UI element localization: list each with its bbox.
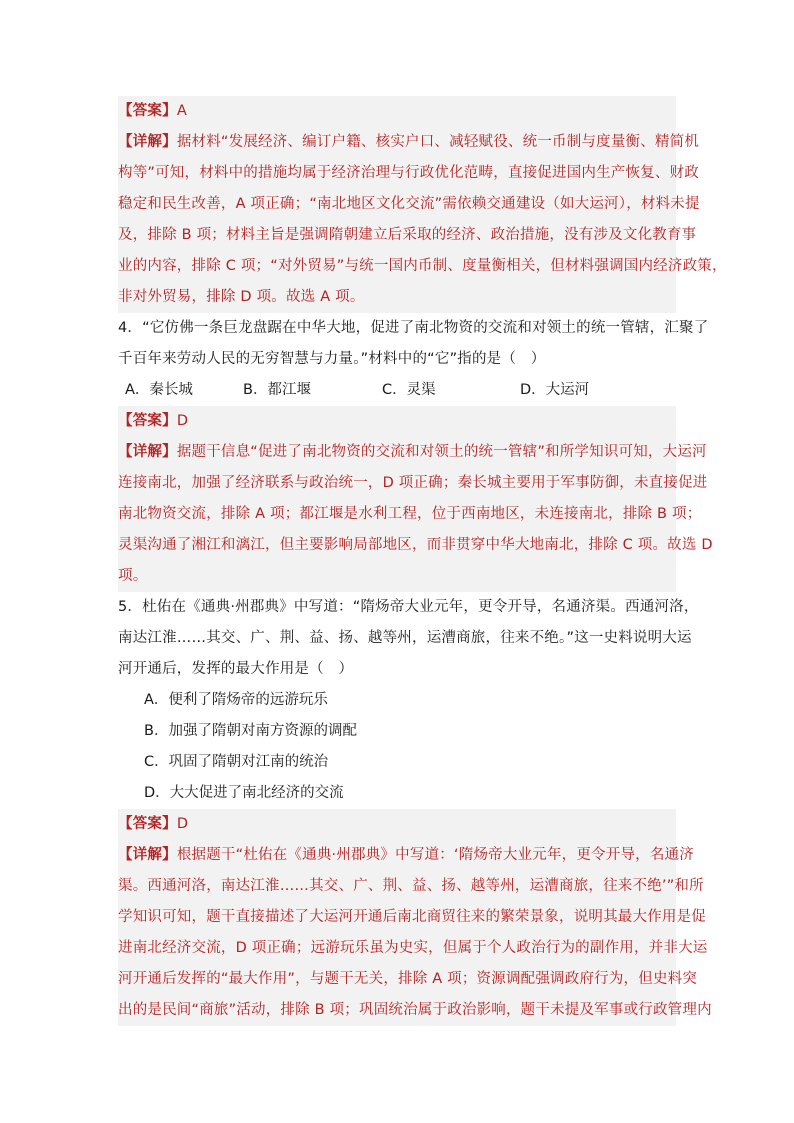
question-line: 河开通后，发挥的最大作用是（ ） <box>118 661 354 677</box>
document-page <box>118 96 727 1026</box>
detail-line: 南北物资交流，排除 A 项；都江堰是水利工程，位于西南地区，未连接南北，排除 B 项； <box>118 506 702 522</box>
answer-block-q4 <box>118 406 713 592</box>
detail-line: 灵渠沟通了湘江和漓江，但主要影响局部地区，而非贯穿中华大地南北，排除 C 项。故选 D <box>118 537 713 553</box>
answer-tag: 【答案】 <box>118 816 177 832</box>
question-line: 南达江淮……其交、广、荆、益、扬、越等州，运漕商旅，往来不绝。”这一史料说明大运 <box>118 630 692 646</box>
detail-line: 进南北经济交流，D 项正确；远游玩乐虽为史实，但属于个人政治行为的副作用，并非大运 <box>118 940 708 956</box>
detail-line <box>118 840 694 871</box>
detail-tag: 【详解】 <box>118 134 177 150</box>
option-b: B．加强了隋朝对南方资源的调配 <box>144 723 357 739</box>
detail-line: 出的是民间“商旅”活动，排除 B 项；巩固统治属于政治影响，题干未提及军事或行政管理内 <box>118 1002 712 1018</box>
detail-text: 据材料“发展经济、编订户籍、核实户口、减轻赋役、统一币制与度量衡、精简机 <box>176 134 700 150</box>
question-line: 5．杜佑在《通典·州郡典》中写道：“隋炀帝大业元年，更令开导，名通济渠。西通河洛， <box>118 599 699 615</box>
option-d: D．大运河 <box>520 382 590 398</box>
detail-line: 稳定和民生改善，A 项正确；“南北地区文化交流”需依赖交通建设（如大运河），材料未提 <box>118 196 700 212</box>
detail-line <box>118 127 700 158</box>
detail-line <box>118 437 707 468</box>
detail-line: 连接南北，加强了经济联系与政治统一，D 项正确；秦长城主要用于军事防御，未直接促进 <box>118 475 708 491</box>
option-a: A．便利了隋炀帝的远游玩乐 <box>144 692 328 708</box>
option-a: A．秦长城 <box>125 382 193 398</box>
question-line: 4．“它仿佛一条巨龙盘踞在中华大地，促进了南北物资的交流和对领土的统一管辖，汇聚了 <box>118 320 709 336</box>
detail-line: 渠。西通河洛，南达江淮……其交、广、荆、益、扬、越等州，运漕商旅，往来不绝’”和所 <box>118 878 704 894</box>
detail-tag: 【详解】 <box>118 847 177 863</box>
detail-line: 及，排除 B 项；材料主旨是强调隋朝建立后采取的经济、政治措施，没有涉及文化教育事 <box>118 227 697 243</box>
detail-line: 项。 <box>118 568 148 584</box>
option-c: C．灵渠 <box>382 382 436 398</box>
answer-line <box>118 96 676 127</box>
detail-line: 构等”可知，材料中的措施均属于经济治理与行政优化范畴，直接促进国内生产恢复、财政 <box>118 165 700 181</box>
answer-tag: 【答案】 <box>118 413 177 429</box>
detail-text: 据题干信息“促进了南北物资的交流和对领土的统一管辖”和所学知识可知，大运河 <box>176 444 707 460</box>
answer-block-q3 <box>118 96 727 313</box>
answer-value: A <box>176 103 187 119</box>
answer-line <box>118 809 676 840</box>
options-row <box>118 375 676 406</box>
answer-tag: 【答案】 <box>118 103 177 119</box>
question-5 <box>118 592 699 809</box>
detail-line: 河开通后发挥的“最大作用”，与题干无关，排除 A 项；资源调配强调政府行为，但史料突 <box>118 971 698 987</box>
detail-tag: 【详解】 <box>118 444 177 460</box>
option-d: D．大大促进了南北经济的交流 <box>144 785 344 801</box>
option-b: B．都江堰 <box>243 382 311 398</box>
answer-block-q5 <box>118 809 712 1026</box>
answer-line <box>118 406 676 437</box>
detail-line: 业的内容，排除 C 项；“对外贸易”与统一国内币制、度量衡相关，但材料强调国内经济政策， <box>118 258 727 274</box>
answer-value: D <box>176 413 189 429</box>
question-line: 千百年来劳动人民的无穷智慧与力量。”材料中的“它”指的是（ ） <box>118 351 546 367</box>
answer-value: D <box>176 816 189 832</box>
question-4 <box>118 313 709 406</box>
detail-line: 非对外贸易，排除 D 项。故选 A 项。 <box>118 289 365 305</box>
option-c: C．巩固了隋朝对江南的统治 <box>144 754 329 770</box>
detail-text: 根据题干“杜佑在《通典·州郡典》中写道：‘隋炀帝大业元年，更令开导，名通济 <box>176 847 694 863</box>
detail-line: 学知识可知，题干直接描述了大运河开通后南北商贸往来的繁荣景象，说明其最大作用是促 <box>118 909 706 925</box>
